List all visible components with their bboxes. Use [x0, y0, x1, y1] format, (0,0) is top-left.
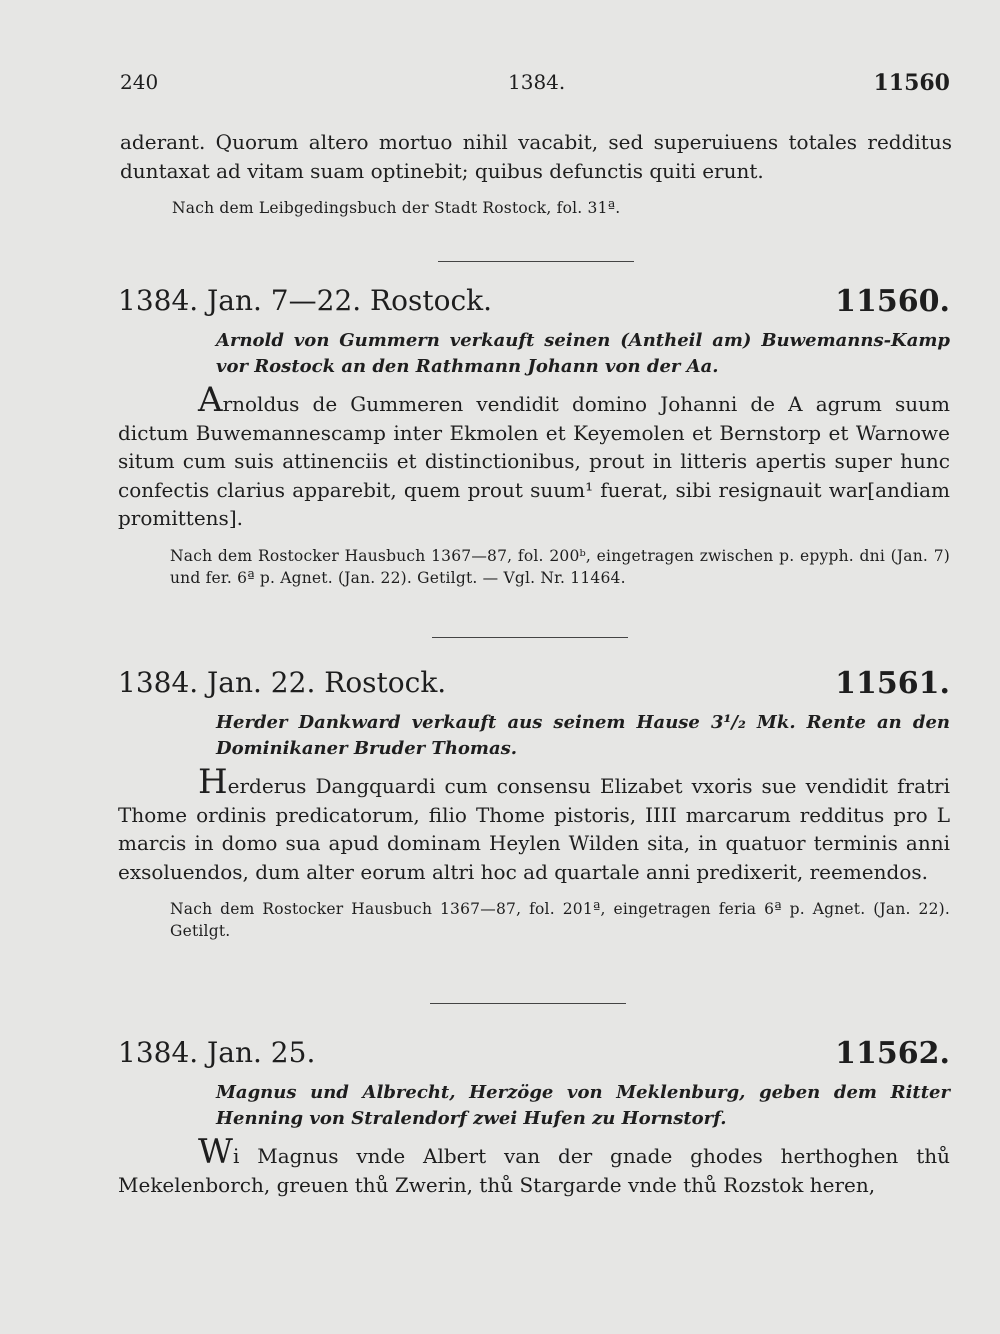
- document-number: 11562.: [835, 1036, 950, 1071]
- document-text-block: [118, 1132, 950, 1199]
- document-source-note: Nach dem Rostocker Hausbuch 1367—87, fol. 201ª, eingetragen feria 6ª p. Agnet. (Jan. 22). Getilgt.: [170, 900, 950, 940]
- document-heading: [118, 284, 950, 324]
- running-doc-number: 11560: [873, 70, 950, 96]
- document-text: [118, 380, 950, 533]
- initial-letter: W: [198, 1132, 233, 1172]
- document-source-note: Nach dem Rostocker Hausbuch 1367—87, fol. 200ᵇ, eingetragen zwischen p. epyph. dni (Jan. 7) und fer. 6ª p. Agnet. (Jan. 22). Getilgt. — Vgl. Nr. 11464.: [170, 546, 950, 587]
- document-number: 11560.: [835, 284, 950, 319]
- document-date: 1384. Jan. 25.: [118, 1036, 316, 1069]
- document-number: 11561.: [835, 666, 950, 701]
- initial-letter: H: [198, 762, 228, 802]
- section-divider: [430, 1003, 626, 1004]
- document-regest: Arnold von Gummern verkauft seinen (Antheil am) Buwemanns-Kamp vor Rostock an den Rathmann Johann von der Aa.: [216, 330, 950, 377]
- section-divider: [432, 637, 628, 638]
- document-regest: Herder Dankward verkauft aus seinem Hause 3¹/₂ Mk. Rente an den Dominikaner Bruder Thomas.: [216, 712, 950, 759]
- document-date: 1384. Jan. 22. Rostock.: [118, 666, 447, 699]
- continuation-source-note: Nach dem Leibgedingsbuch der Stadt Rostock, fol. 31ª.: [172, 199, 621, 217]
- document-entry: [118, 1036, 950, 1199]
- document-text: [118, 762, 950, 886]
- document-heading: [118, 666, 950, 706]
- initial-letter: A: [198, 380, 223, 420]
- document-text-body: rnoldus de Gummeren vendidit domino Johanni de A agrum suum dictum Buwemannescamp inter Ekmolen et Keyemolen et Bernstorp et Warnowe situm cum suis attinenciis et distinctionibus, prout in litteris apertis super hunc confectis clarius apparebit, quem prout suum¹ fuerat, sibi resignauit war[andiam promittens].: [118, 392, 950, 530]
- document-regest: Magnus und Albrecht, Herzöge von Meklenburg, geben dem Ritter Henning von Stralendorf zwei Hufen zu Hornstorf.: [216, 1082, 950, 1129]
- continuation-block: [120, 128, 952, 219]
- document-text-body: erderus Dangquardi cum consensu Elizabet vxoris sue vendidit fratri Thome ordinis predicatorum, filio Thome pistoris, IIII marcarum redditus pro L marcis in domo sua apud dominam Heylen Wilden sita, in quatuor terminis anni exsoluendos, dum alter eorum altri hoc ad quartale anni predixerit, reemendos.: [118, 774, 950, 884]
- document-entry: [118, 666, 950, 942]
- page-number: 240: [120, 70, 159, 94]
- document-text-body: i Magnus vnde Albert van der gnade ghodes herthoghen thů Mekelenborch, greuen thů Zwerin, thů Stargarde vnde thů Rozstok heren,: [118, 1144, 950, 1197]
- document-text-block: [118, 762, 950, 942]
- running-head: [120, 70, 950, 104]
- running-year: 1384.: [508, 70, 566, 94]
- document-entry: [118, 284, 950, 589]
- section-divider: [438, 261, 634, 262]
- continuation-text: aderant. Quorum altero mortuo nihil vacabit, sed superuiuens totales redditus duntaxat ad vitam suam optinebit; quibus defunctis quiti erunt.: [120, 130, 952, 183]
- document-text: [118, 1132, 950, 1199]
- document-date: 1384. Jan. 7—22. Rostock.: [118, 284, 493, 317]
- document-text-block: [118, 380, 950, 589]
- document-heading: [118, 1036, 950, 1076]
